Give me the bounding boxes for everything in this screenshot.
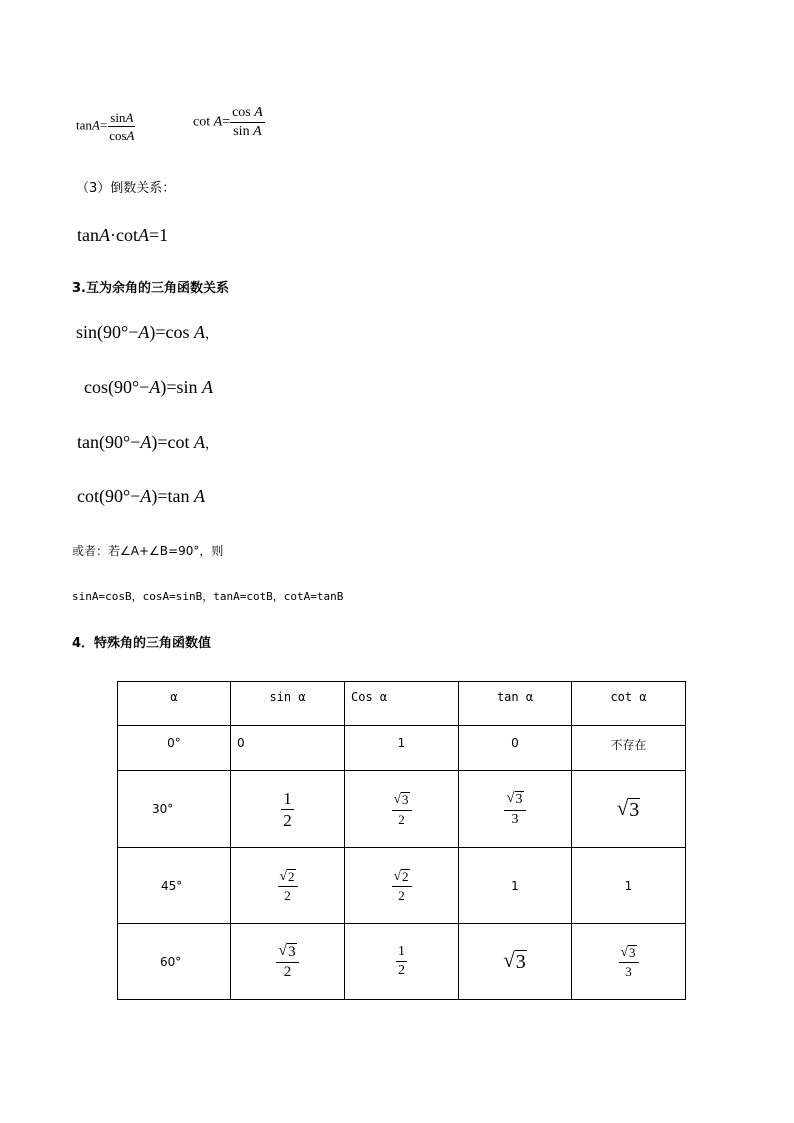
tan-30: √ 3 3 [459, 771, 572, 848]
table-row [118, 771, 686, 848]
header-cot: cot α [572, 682, 686, 726]
table-row [118, 848, 686, 924]
header-alpha: α [118, 682, 231, 726]
cos-0: 1 [345, 726, 459, 771]
sin-30: $\frac{1}{2}$ [231, 771, 345, 848]
reciprocal-formula: tanA·cotA=1 [77, 225, 169, 245]
header-cos: Cos α [345, 682, 459, 726]
reciprocal-label: （3）倒数关系： [76, 181, 176, 196]
cofunction-line-1: sin(90°−A)=cos A， [76, 322, 219, 342]
sin-60: √ 3 2 [231, 924, 345, 1000]
header-tan: tan α [459, 682, 572, 726]
cot-60: √ 3 3 [572, 924, 686, 1000]
angle-45: 45° [118, 848, 231, 924]
cos-45: √ 2 2 [345, 848, 459, 924]
complementary-condition: 或者：若∠A+∠B=90°，则 [72, 544, 224, 558]
angle-60: 60° [118, 924, 231, 1000]
cot-30: √ 3 [572, 771, 686, 848]
cofunction-line-4: cot(90°−A)=tan A [77, 486, 205, 506]
cos-30: √ 3 2 [345, 771, 459, 848]
sin-45: √ 2 2 [231, 848, 345, 924]
complementary-relations: sinA=cosB，cosA=sinB，tanA=cotB，cotA=tanB [72, 590, 344, 603]
cot-0: 不存在 [572, 726, 686, 771]
special-angle-table [117, 681, 686, 1000]
cot-45: 1 [572, 848, 686, 924]
cos-60: $\frac{1}{2}$ [345, 924, 459, 1000]
tan-45: 1 [459, 848, 572, 924]
cot-quotient-formula: cot A= $\frac{\text{cos A}}{\text{sin A}}$ [193, 105, 263, 139]
header-sin: sin α [231, 682, 345, 726]
section3-title: 3.互为余角的三角函数关系 [72, 281, 229, 296]
tan-0: 0 [459, 726, 572, 771]
tan-quotient-formula: tanA= $\frac{\sin A}{\cos A}$ [76, 110, 135, 143]
table-row [118, 924, 686, 1000]
table-header-row [118, 682, 686, 726]
angle-0: 0° [118, 726, 231, 771]
angle-30: 30° [118, 771, 231, 848]
cofunction-line-3: tan(90°−A)=cot A， [77, 432, 218, 452]
cofunction-line-2: cos(90°−A)=sin A [84, 377, 213, 397]
section4-title: 4．特殊角的三角函数值 [72, 636, 212, 651]
table-row [118, 726, 686, 771]
tan-60: √ 3 [459, 924, 572, 1000]
sin-0: 0 [231, 726, 345, 771]
